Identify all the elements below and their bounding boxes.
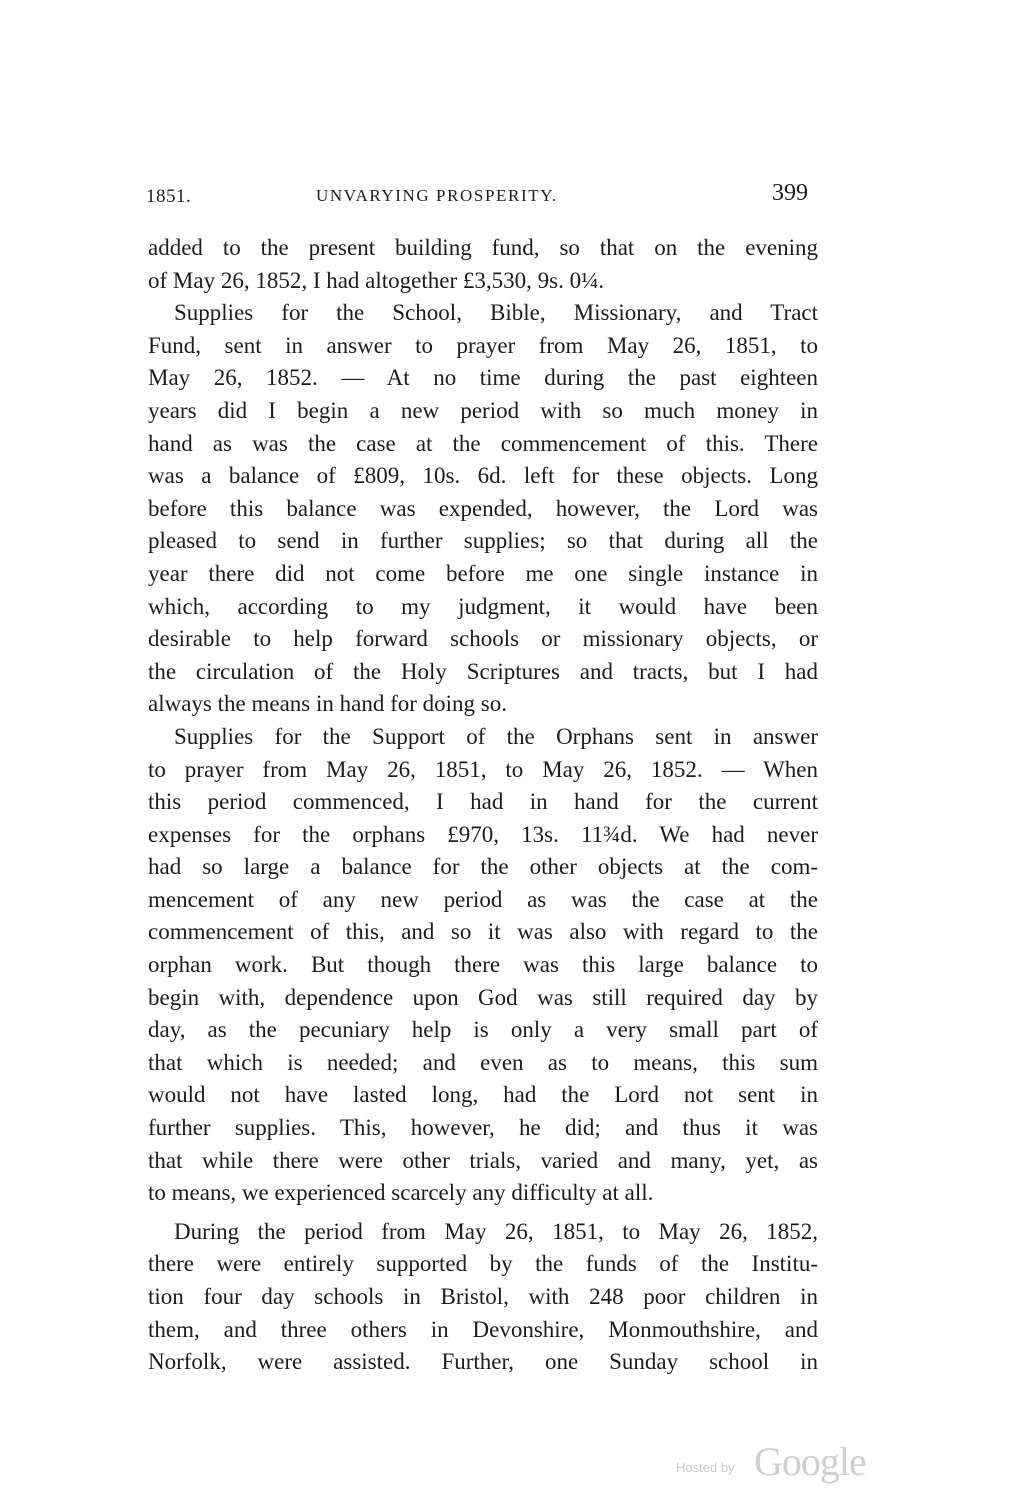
text-line: to means, we experienced scarcely any difficulty at all. [148,1180,654,1206]
text-line: that while there were other trials, varied and many, yet, as [148,1147,818,1173]
text-line: expenses for the orphans £970, 13s. 11¾d. We had never [148,821,818,847]
text-line: May 26, 1852. — At no time during the past eighteen [148,365,818,391]
text-line: this period commenced, I had in hand for the current [148,789,818,815]
running-head [146,180,808,210]
text-line: desirable to help forward schools or missionary objects, or [148,626,818,652]
text-line: that which is needed; and even as to means, this sum [148,1049,818,1075]
text-line: was a balance of £809, 10s. 6d. left for these objects. Long [148,463,818,489]
text-line: added to the present building fund, so that on the evening [148,235,818,260]
running-head-title: UNVARYING PROSPERITY. [316,186,558,205]
page-number: 399 [772,180,808,206]
text-line: Fund, sent in answer to prayer from May 26, 1851, to [148,332,818,358]
text-line: Norfolk, were assisted. Further, one Sunday school in [148,1349,818,1375]
google-logo: Google [754,1439,866,1484]
text-line: mencement of any new period as was the case at the [148,886,818,912]
paragraph-3 [148,721,818,1210]
text-line: Supplies for the Support of the Orphans sent in answer [174,723,818,749]
text-line: pleased to send in further supplies; so that during all the [148,528,818,554]
text-line: before this balance was expended, however, the Lord was [148,495,818,521]
text-line: tion four day schools in Bristol, with 248 poor children in [148,1284,818,1309]
text-line: hand as was the case at the commencement of this. There [148,430,818,456]
text-line: commencement of this, and so it was also with regard to the [148,919,818,945]
text-line: orphan work. But though there was this large balance to [148,952,818,978]
text-line: Supplies for the School, Bible, Missionary, and Tract [174,300,818,326]
text-line: During the period from May 26, 1851, to May 26, 1852, [174,1218,818,1244]
paragraph-2 [148,297,818,721]
text-line: there were entirely supported by the funds of the Institu- [148,1251,818,1277]
text-line: the circulation of the Holy Scriptures and tracts, but I had [148,658,818,684]
text-line: them, and three others in Devonshire, Monmouthshire, and [148,1316,818,1342]
hosted-by-text: Hosted by [676,1460,735,1475]
text-line: would not have lasted long, had the Lord not sent in [148,1082,818,1108]
text-line: to prayer from May 26, 1851, to May 26, 1852. — When [148,756,818,782]
text-line: begin with, dependence upon God was still required day by [148,984,818,1010]
text-line: always the means in hand for doing so. [148,691,507,717]
text-line: which, according to my judgment, it would have been [148,593,818,619]
running-head-year: 1851. [146,186,192,207]
text-line: year there did not come before me one single instance in [148,560,818,586]
text-line: had so large a balance for the other objects at the com- [148,854,818,880]
text-line: day, as the pecuniary help is only a very small part of [148,1017,818,1043]
paragraph-1 [148,232,818,297]
text-line: further supplies. This, however, he did; and thus it was [148,1115,818,1141]
paragraph-4 [148,1216,818,1379]
body-text [148,232,818,1379]
text-line: of May 26, 1852, I had altogether £3,530, 9s. 0¼. [148,267,605,293]
text-line: years did I begin a new period with so much money in [148,397,818,423]
